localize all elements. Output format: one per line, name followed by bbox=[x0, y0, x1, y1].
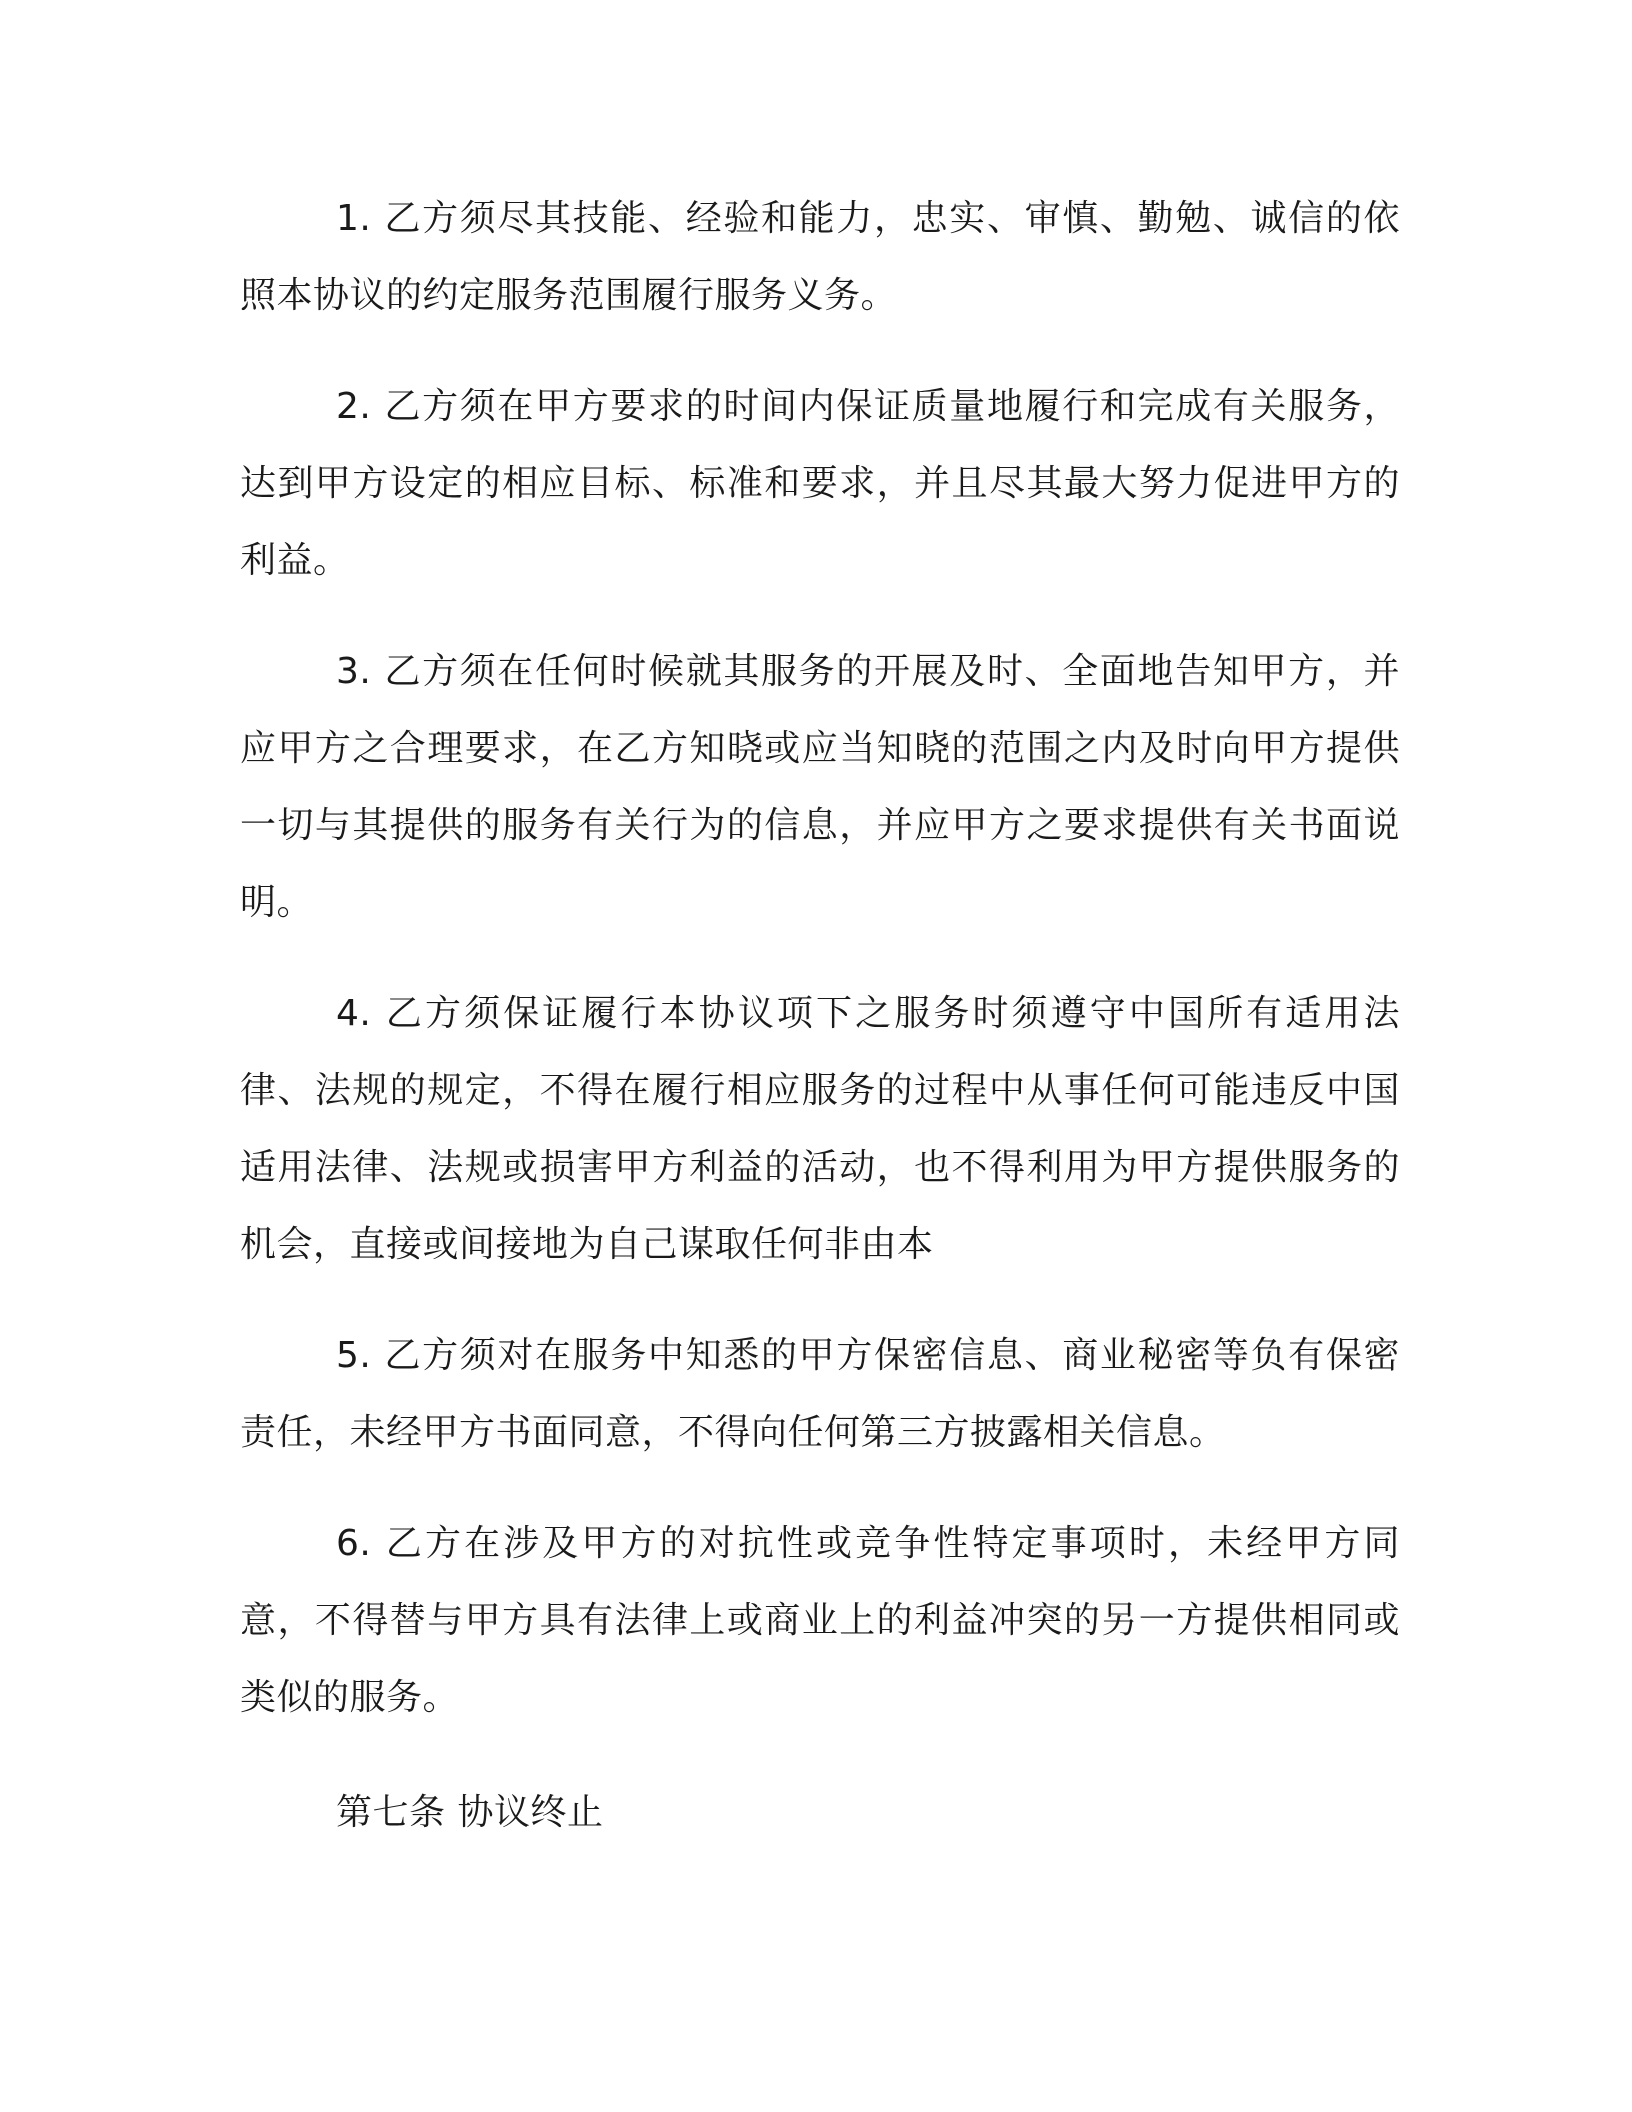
section-heading: 第七条 协议终止 bbox=[336, 1792, 604, 1833]
paragraph-5: 5. 乙方须对在服务中知悉的甲方保密信息、商业秘密等负有保密责任，未经甲方书面同意，不得向任何第三方披露相关信息。 bbox=[240, 1335, 1400, 1453]
paragraph-1: 1. 乙方须尽其技能、经验和能力，忠实、审慎、勤勉、诚信的依照本协议的约定服务范围履行服务义务。 bbox=[240, 198, 1400, 316]
paragraph-3: 3. 乙方须在任何时候就其服务的开展及时、全面地告知甲方，并应甲方之合理要求，在乙方知晓或应当知晓的范围之内及时向甲方提供一切与其提供的服务有关行为的信息，并应甲方之要求提供有关书面说明。 bbox=[240, 651, 1400, 923]
paragraph-6: 6. 乙方在涉及甲方的对抗性或竞争性特定事项时，未经甲方同意，不得替与甲方具有法律上或商业上的利益冲突的另一方提供相同或类似的服务。 bbox=[240, 1523, 1400, 1718]
paragraph-4: 4. 乙方须保证履行本协议项下之服务时须遵守中国所有适用法律、法规的规定，不得在履行相应服务的过程中从事任何可能违反中国适用法律、法规或损害甲方利益的活动，也不得利用为甲方提供服务的机会，直接或间接地为自己谋取任何非由本 bbox=[240, 993, 1400, 1265]
paragraph-2: 2. 乙方须在甲方要求的时间内保证质量地履行和完成有关服务，达到甲方设定的相应目标、标准和要求，并且尽其最大努力促进甲方的利益。 bbox=[240, 386, 1400, 581]
document-page bbox=[240, 180, 1400, 1851]
